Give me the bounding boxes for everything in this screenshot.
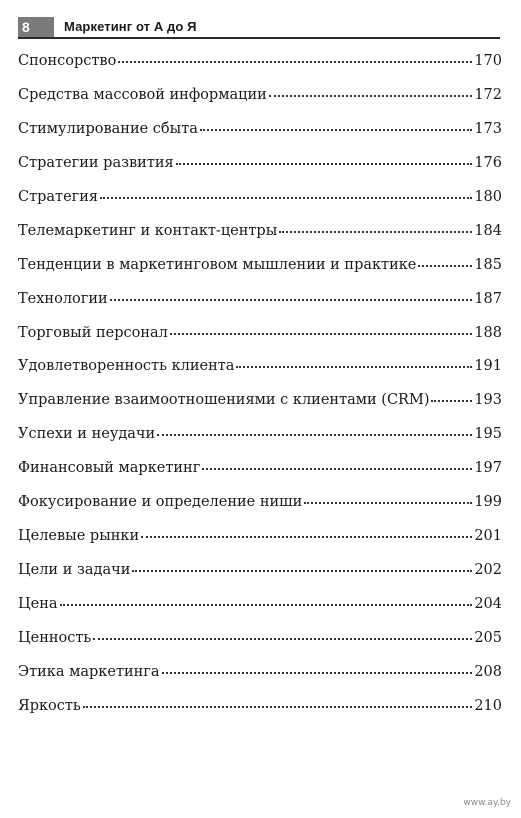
toc-entry (18, 630, 502, 664)
dot-leader (304, 501, 472, 504)
toc-entry (18, 358, 502, 392)
toc-entry (18, 223, 502, 257)
toc-entry (18, 494, 502, 528)
dot-leader (162, 671, 473, 674)
toc-entry-title: Целевые рынки (18, 528, 140, 545)
toc-entry-title: Цели и задачи (18, 562, 131, 579)
dot-leader (176, 162, 473, 165)
toc-entry-title: Стимулирование сбыта (18, 120, 198, 137)
toc-entry-title: Управление взаимоотношениями с клиентами (CRM) (18, 392, 430, 409)
toc-entry-page: 195 (474, 426, 502, 443)
toc-entry-title: Спонсорство (18, 53, 117, 69)
book-title: Маркетинг от А до Я (64, 19, 197, 34)
toc-entry-title: Средства массовой информации (18, 86, 267, 103)
watermark: www.ay.by (463, 798, 511, 808)
dot-leader (170, 332, 472, 335)
dot-leader (100, 196, 472, 199)
toc-entry (18, 121, 502, 155)
toc-entry-page: 208 (474, 663, 502, 680)
toc-entry-page: 184 (474, 222, 502, 239)
toc-entry-page: 170 (474, 53, 502, 69)
dot-leader (60, 603, 473, 606)
toc-entry-title: Телемаркетинг и контакт-центры (18, 222, 278, 239)
toc-entry-title: Стратегия (18, 188, 99, 205)
toc-entry (18, 189, 502, 223)
toc-entry (18, 426, 502, 460)
dot-leader (202, 467, 472, 470)
toc-entry-page: 202 (474, 562, 502, 579)
dot-leader (200, 128, 472, 131)
toc-entry (18, 155, 502, 189)
toc-entry-title: Яркость (18, 697, 81, 714)
toc-entry-page: 173 (474, 120, 502, 137)
page-header (18, 17, 500, 39)
toc-entry-page: 172 (474, 86, 502, 103)
toc-entry-page: 193 (474, 392, 502, 409)
dot-leader (118, 60, 472, 63)
page-number: 8 (18, 17, 54, 37)
toc-entry (18, 87, 502, 121)
toc-entry-page: 191 (474, 358, 502, 375)
dot-leader (279, 230, 472, 233)
toc-entry (18, 257, 502, 291)
toc-entry-title: Ценность (18, 629, 92, 646)
toc-entry (18, 460, 502, 494)
dot-leader (132, 569, 472, 572)
toc-entry (18, 596, 502, 630)
toc-entry-title: Тенденции в маркетинговом мышлении и практике (18, 256, 417, 273)
toc-entry-page: 210 (474, 697, 502, 714)
dot-leader (83, 705, 472, 708)
toc-entry-page: 197 (474, 460, 502, 477)
toc-entry-page: 176 (474, 154, 502, 171)
toc-entry (18, 325, 502, 359)
dot-leader (110, 298, 473, 301)
toc-entry-title: Технологии (18, 290, 108, 307)
toc-entry-page: 201 (474, 528, 502, 545)
dot-leader (418, 264, 472, 267)
toc-entry (18, 664, 502, 698)
toc-entry-title: Цена (18, 596, 58, 612)
toc-entry-page: 199 (474, 494, 502, 511)
toc-entry-title: Торговый персонал (18, 324, 168, 341)
toc-entry-title: Фокусирование и определение ниши (18, 494, 303, 511)
toc-entry-title: Этика маркетинга (18, 663, 160, 680)
toc-entry-page: 205 (474, 629, 502, 646)
dot-leader (236, 365, 472, 368)
toc-entry-title: Удовлетворенность клиента (18, 358, 235, 375)
dot-leader (157, 433, 472, 436)
dot-leader (93, 637, 472, 640)
toc-entry-page: 204 (474, 596, 502, 612)
dot-leader (141, 535, 472, 538)
table-of-contents (18, 53, 502, 732)
dot-leader (269, 94, 473, 97)
toc-entry (18, 562, 502, 596)
toc-entry (18, 698, 502, 732)
toc-entry-page: 188 (474, 324, 502, 341)
toc-entry (18, 528, 502, 562)
dot-leader (431, 399, 472, 402)
toc-entry-page: 187 (474, 290, 502, 307)
toc-entry-title: Финансовый маркетинг (18, 460, 201, 477)
toc-entry (18, 291, 502, 325)
toc-entry-title: Стратегии развития (18, 154, 174, 171)
toc-entry-page: 185 (474, 256, 502, 273)
toc-entry (18, 53, 502, 87)
toc-entry (18, 392, 502, 426)
toc-entry-title: Успехи и неудачи (18, 426, 156, 443)
toc-entry-page: 180 (474, 188, 502, 205)
